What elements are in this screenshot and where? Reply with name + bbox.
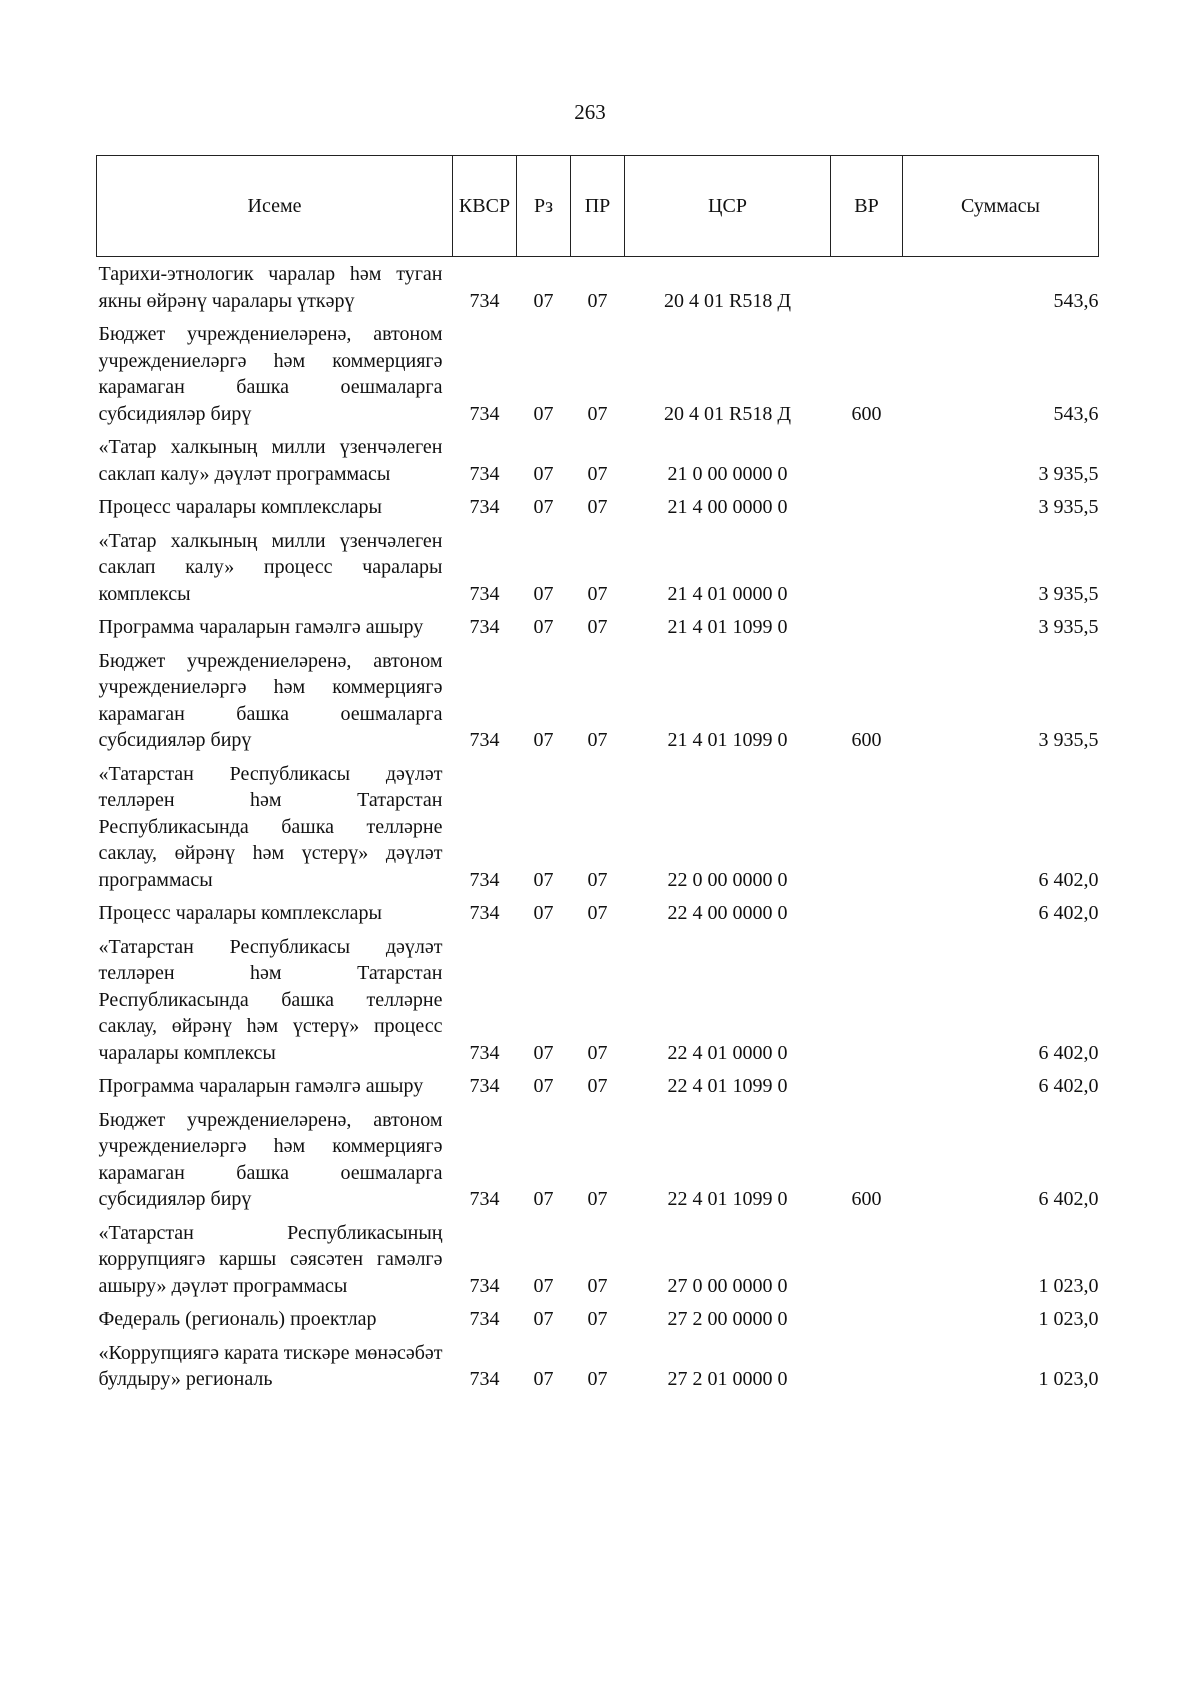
cell-kvsr: 734 xyxy=(469,1075,500,1097)
cell-rz: 07 xyxy=(533,462,554,485)
header-vr: ВР xyxy=(831,156,903,257)
cell-kvsr: 734 xyxy=(469,496,500,518)
cell-kvsr: 734 xyxy=(469,902,500,924)
cell-rz: 07 xyxy=(533,868,554,891)
header-pr: ПР xyxy=(571,156,625,257)
cell-csr: 22 4 01 1099 0 xyxy=(667,1075,788,1097)
table-row xyxy=(97,490,1099,524)
table-row xyxy=(97,430,1099,490)
header-rz: Рз xyxy=(517,156,571,257)
cell-vr xyxy=(831,1336,903,1396)
cell-pr: 07 xyxy=(587,1041,608,1064)
cell-csr: 27 0 00 0000 0 xyxy=(667,1274,788,1297)
cell-sum: 3 935,5 xyxy=(1038,462,1099,485)
cell-kvsr: 734 xyxy=(469,868,500,891)
cell-csr: 22 4 00 0000 0 xyxy=(667,902,788,924)
cell-name: «Татарстан Республикасының коррупциягә каршы сәясәтен гамәлгә ашыру» дәүләт программасы xyxy=(98,1221,443,1297)
cell-sum: 1 023,0 xyxy=(1038,1308,1099,1330)
table-row xyxy=(97,1103,1099,1216)
cell-kvsr: 734 xyxy=(469,1274,500,1297)
cell-sum: 1 023,0 xyxy=(1038,1274,1099,1297)
cell-name: Программа чараларын гамәлгә ашыру xyxy=(98,1075,424,1097)
cell-name: Бюджет учреждениеләренә, автоном учреждениеләргә һәм коммерциягә карамаган башка оешмаларга субсидияләр бирү xyxy=(98,649,443,751)
cell-vr xyxy=(831,1216,903,1303)
cell-sum: 543,6 xyxy=(1053,402,1099,425)
cell-csr: 27 2 01 0000 0 xyxy=(667,1368,788,1390)
cell-vr: 600 xyxy=(851,729,882,751)
cell-csr: 21 4 01 1099 0 xyxy=(667,616,788,638)
cell-rz: 07 xyxy=(533,902,554,924)
cell-pr: 07 xyxy=(587,902,608,924)
cell-sum: 3 935,5 xyxy=(1038,582,1099,605)
cell-rz: 07 xyxy=(533,1308,554,1330)
table-row xyxy=(97,610,1099,644)
table-row xyxy=(97,644,1099,757)
cell-csr: 22 0 00 0000 0 xyxy=(667,868,788,891)
cell-name: «Татар халкының милли үзенчәлеген саклап калу» дәүләт программасы xyxy=(98,436,443,485)
budget-table xyxy=(96,155,1099,1396)
table-row xyxy=(97,896,1099,930)
table-row xyxy=(97,317,1099,430)
cell-csr: 27 2 00 0000 0 xyxy=(667,1308,788,1330)
cell-name: Бюджет учреждениеләренә, автоном учреждениеләргә һәм коммерциягә карамаган башка оешмаларга субсидияләр бирү xyxy=(98,323,443,425)
page-number: 263 xyxy=(574,100,606,124)
cell-pr: 07 xyxy=(587,1188,608,1210)
cell-vr xyxy=(831,930,903,1070)
cell-sum: 543,6 xyxy=(1053,289,1099,312)
cell-name: Процесс чаралары комплекслары xyxy=(98,902,382,924)
cell-pr: 07 xyxy=(587,1274,608,1297)
table-row xyxy=(97,1216,1099,1303)
cell-vr xyxy=(831,430,903,490)
cell-sum: 6 402,0 xyxy=(1038,1188,1099,1210)
cell-name: «Татарстан Республикасы дәүләт телләрен һәм Татарстан Республикасында башка телләрне саклау, өйрәнү һәм үстерү» дәүләт программасы xyxy=(98,762,443,891)
table-row xyxy=(97,1302,1099,1336)
cell-csr: 20 4 01 R518 Д xyxy=(664,289,791,312)
cell-csr: 20 4 01 R518 Д xyxy=(664,402,791,425)
cell-vr xyxy=(831,524,903,611)
table-row xyxy=(97,930,1099,1070)
cell-rz: 07 xyxy=(533,289,554,312)
cell-sum: 6 402,0 xyxy=(1038,902,1099,924)
cell-rz: 07 xyxy=(533,729,554,751)
cell-sum: 3 935,5 xyxy=(1038,616,1099,638)
cell-rz: 07 xyxy=(533,1041,554,1064)
cell-name: «Татарстан Республикасы дәүләт телләрен һәм Татарстан Республикасында башка телләрне саклау, өйрәнү һәм үстерү» процесс чаралары комплексы xyxy=(98,935,443,1064)
header-row xyxy=(97,156,1099,257)
cell-kvsr: 734 xyxy=(469,462,500,485)
cell-vr xyxy=(831,757,903,897)
cell-sum: 3 935,5 xyxy=(1038,729,1099,751)
cell-pr: 07 xyxy=(587,616,608,638)
cell-kvsr: 734 xyxy=(469,1308,500,1330)
cell-pr: 07 xyxy=(587,1308,608,1330)
table-row xyxy=(97,1336,1099,1396)
cell-kvsr: 734 xyxy=(469,616,500,638)
cell-csr: 22 4 01 1099 0 xyxy=(667,1188,788,1210)
cell-kvsr: 734 xyxy=(469,1188,500,1210)
cell-vr xyxy=(831,257,903,318)
cell-rz: 07 xyxy=(533,1075,554,1097)
cell-name: Процесс чаралары комплекслары xyxy=(98,496,382,518)
cell-rz: 07 xyxy=(533,496,554,518)
cell-kvsr: 734 xyxy=(469,729,500,751)
cell-sum: 3 935,5 xyxy=(1038,496,1099,518)
cell-rz: 07 xyxy=(533,1188,554,1210)
cell-pr: 07 xyxy=(587,289,608,312)
header-csr: ЦСР xyxy=(625,156,831,257)
cell-sum: 6 402,0 xyxy=(1038,868,1099,891)
cell-vr xyxy=(831,896,903,930)
cell-pr: 07 xyxy=(587,868,608,891)
cell-pr: 07 xyxy=(587,462,608,485)
cell-sum: 6 402,0 xyxy=(1038,1075,1099,1097)
cell-pr: 07 xyxy=(587,402,608,425)
cell-pr: 07 xyxy=(587,729,608,751)
cell-name: «Коррупциягә карата тискәре мөнәсәбәт булдыру» региональ xyxy=(98,1341,443,1390)
cell-rz: 07 xyxy=(533,582,554,605)
cell-vr xyxy=(831,1069,903,1103)
cell-rz: 07 xyxy=(533,616,554,638)
table-body xyxy=(97,257,1099,1396)
table-row xyxy=(97,1069,1099,1103)
cell-vr: 600 xyxy=(851,402,882,425)
cell-pr: 07 xyxy=(587,496,608,518)
cell-name: Бюджет учреждениеләренә, автоном учреждениеләргә һәм коммерциягә карамаган башка оешмаларга субсидияләр бирү xyxy=(98,1108,443,1210)
cell-kvsr: 734 xyxy=(469,289,500,312)
cell-sum: 6 402,0 xyxy=(1038,1041,1099,1064)
cell-csr: 21 4 00 0000 0 xyxy=(667,496,788,518)
cell-vr xyxy=(831,610,903,644)
cell-kvsr: 734 xyxy=(469,1368,500,1390)
cell-csr: 21 0 00 0000 0 xyxy=(667,462,788,485)
header-kvsr: КВСР xyxy=(453,156,517,257)
cell-rz: 07 xyxy=(533,402,554,425)
table-row xyxy=(97,257,1099,318)
cell-csr: 21 4 01 1099 0 xyxy=(667,729,788,751)
cell-kvsr: 734 xyxy=(469,1041,500,1064)
cell-kvsr: 734 xyxy=(469,402,500,425)
table-row xyxy=(97,524,1099,611)
cell-name: Тарихи-этнологик чаралар һәм туган якны өйрәнү чаралары үткәрү xyxy=(98,263,443,312)
cell-csr: 21 4 01 0000 0 xyxy=(667,582,788,605)
cell-pr: 07 xyxy=(587,1075,608,1097)
cell-vr xyxy=(831,1302,903,1336)
cell-kvsr: 734 xyxy=(469,582,500,605)
cell-pr: 07 xyxy=(587,1368,608,1390)
cell-sum: 1 023,0 xyxy=(1038,1368,1099,1390)
table-row xyxy=(97,757,1099,897)
header-sum: Суммасы xyxy=(903,156,1099,257)
cell-pr: 07 xyxy=(587,582,608,605)
header-name: Исеме xyxy=(97,156,453,257)
table-header xyxy=(97,156,1099,257)
cell-name: «Татар халкының милли үзенчәлеген саклап калу» процесс чаралары комплексы xyxy=(98,529,443,605)
cell-name: Федераль (региональ) проектлар xyxy=(98,1308,377,1330)
cell-vr xyxy=(831,490,903,524)
cell-name: Программа чараларын гамәлгә ашыру xyxy=(98,616,424,638)
cell-csr: 22 4 01 0000 0 xyxy=(667,1041,788,1064)
cell-vr: 600 xyxy=(851,1188,882,1210)
cell-rz: 07 xyxy=(533,1274,554,1297)
cell-rz: 07 xyxy=(533,1368,554,1390)
